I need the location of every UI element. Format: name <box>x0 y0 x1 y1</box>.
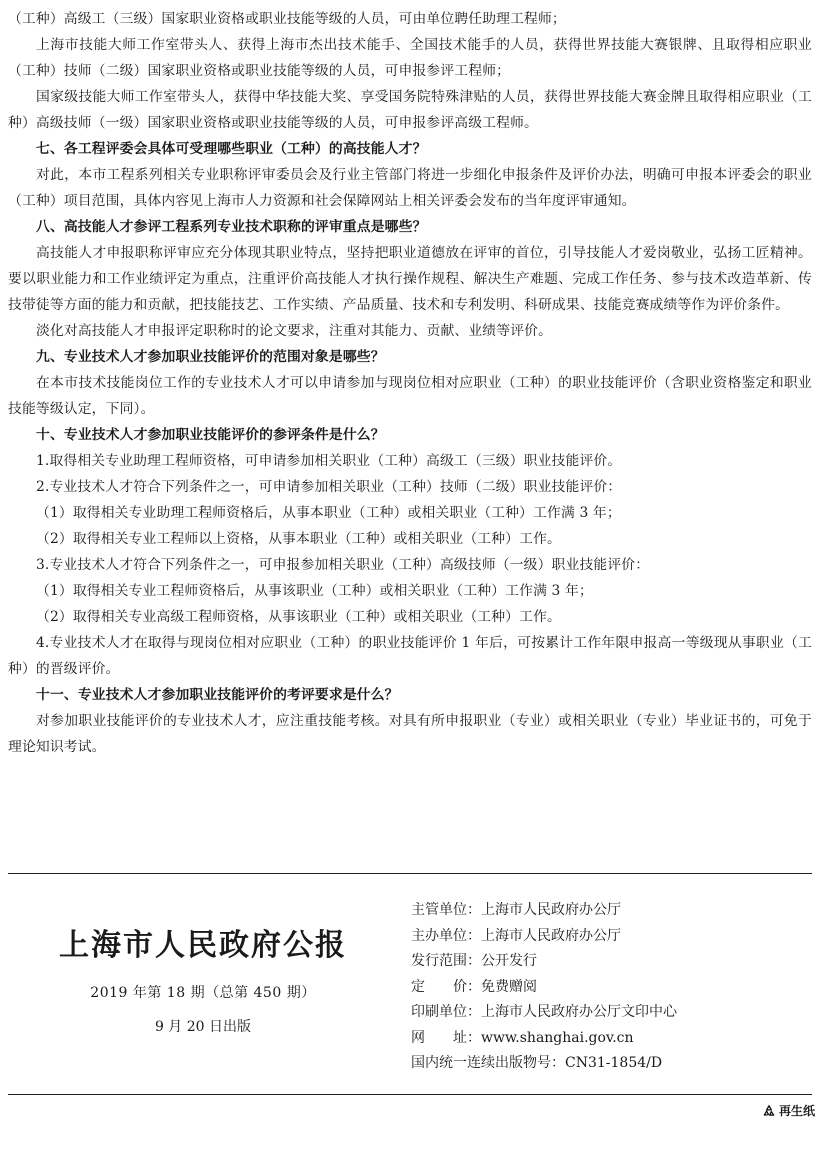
list-item: 2.专业技术人才符合下列条件之一，可申请参加相关职业（工种）技师（二级）职业技能评价： <box>36 479 622 495</box>
recycle-icon <box>762 1104 776 1118</box>
paragraph: 高技能人才申报职称评审应充分体现其职业特点，坚持把职业道德放在评审的首位，引导技能人才爱岗敬业，弘扬工匠精神。要以职业能力和工作业绩评定为重点，注重评价高技能人才执行操作规程、解决生产难题、完成工作任务、参与技术改造革新、传技带徒等方面的能力和贡献，把技能技艺、工作实绩、产品质量、技术和专利发明、科研成果、技能竞赛成绩等作为评价条件。 <box>8 245 812 313</box>
list-item: 3.专业技术人才符合下列条件之一，可申报参加相关职业（工种）高级技师（一级）职业技能评价： <box>36 557 650 573</box>
paragraph: （工种）高级工（三级）国家职业资格或职业技能等级的人员，可由单位聘任助理工程师； <box>8 11 566 27</box>
publication-title: 上海市人民政府公报 <box>59 928 347 963</box>
info-supervisor: 主管单位：上海市人民政府办公厅 <box>411 902 621 918</box>
paragraph: 对此，本市工程系列相关专业职称评审委员会及行业主管部门将进一步细化申报条件及评价办法，明确可申报本评委会的职业（工种）项目范围，具体内容见上海市人力资源和社会保障网站上相关评委会发布的当年度评审通知。 <box>8 167 812 209</box>
section-heading: 十一、专业技术人才参加职业技能评价的考评要求是什么？ <box>36 687 399 703</box>
paragraph: 国家级技能大师工作室带头人，获得中华技能大奖、享受国务院特殊津贴的人员，获得世界技能大赛金牌且取得相应职业（工种）高级技师（一级）国家职业资格或职业技能等级的人员，可申报参评高级工程师。 <box>8 89 812 131</box>
list-item: （2）取得相关专业工程师以上资格，从事本职业（工种）或相关职业（工种）工作。 <box>36 531 561 547</box>
info-sponsor: 主办单位：上海市人民政府办公厅 <box>411 927 621 944</box>
list-item: （1）取得相关专业工程师资格后，从事该职业（工种）或相关职业（工种）工作满 3 年； <box>36 583 593 599</box>
paragraph: 在本市技术技能岗位工作的专业技术人才可以申请参加与现岗位相对应职业（工种）的职业技能评价（含职业资格鉴定和职业技能等级认定，下同）。 <box>8 375 812 417</box>
info-serial-number: 国内统一连续出版物号：CN31-1854/D <box>411 1055 663 1071</box>
top-divider <box>8 873 812 874</box>
publication-info <box>411 898 811 1077</box>
list-item: 4.专业技术人才在取得与现岗位相对应职业（工种）的职业技能评价 1 年后，可按累计工作年限申报高一等级现从事职业（工种）的晋级评价。 <box>8 635 812 677</box>
publication-date: 9 月 20 日出版 <box>154 1019 252 1035</box>
info-website: 网 址：www.shanghai.gov.cn <box>411 1029 634 1046</box>
bottom-divider <box>8 1094 812 1095</box>
section-heading: 七、各工程评委会具体可受理哪些职业（工种）的高技能人才？ <box>36 141 427 157</box>
info-price: 定 价：免费赠阅 <box>411 978 537 995</box>
section-heading: 八、高技能人才参评工程系列专业技术职称的评审重点是哪些？ <box>36 219 427 235</box>
paragraph: 上海市技能大师工作室带头人、获得上海市杰出技术能手、全国技术能手的人员，获得世界技能大赛银牌、且取得相应职业（工种）技师（二级）国家职业资格或职业技能等级的人员，可申报参评工程师； <box>8 37 812 79</box>
info-printer: 印刷单位：上海市人民政府办公厅文印中心 <box>411 1004 677 1020</box>
section-heading: 十、专业技术人才参加职业技能评价的参评条件是什么？ <box>36 427 385 443</box>
paragraph: 对参加职业技能评价的专业技术人才，应注重技能考核。对具有所申报职业（专业）或相关职业（专业）毕业证书的，可免于理论知识考试。 <box>8 713 812 755</box>
list-item: （2）取得相关专业高级工程师资格，从事该职业（工种）或相关职业（工种）工作。 <box>36 609 561 625</box>
masthead <box>8 920 398 1036</box>
list-item: 1.取得相关专业助理工程师资格，可申请参加相关职业（工种）高级工（三级）职业技能评价。 <box>36 453 622 469</box>
info-distribution: 发行范围：公开发行 <box>411 953 537 969</box>
recycled-paper-badge <box>762 1102 815 1119</box>
issue-number: 2019 年第 18 期（总第 450 期） <box>90 985 316 1001</box>
section-heading: 九、专业技术人才参加职业技能评价的范围对象是哪些？ <box>36 349 385 365</box>
recycled-paper-label: 再生纸 <box>778 1104 815 1118</box>
paragraph: 淡化对高技能人才申报评定职称时的论文要求，注重对其能力、贡献、业绩等评价。 <box>36 323 553 339</box>
list-item: （1）取得相关专业助理工程师资格后，从事本职业（工种）或相关职业（工种）工作满 3 年； <box>36 505 621 521</box>
article-body <box>8 6 812 760</box>
